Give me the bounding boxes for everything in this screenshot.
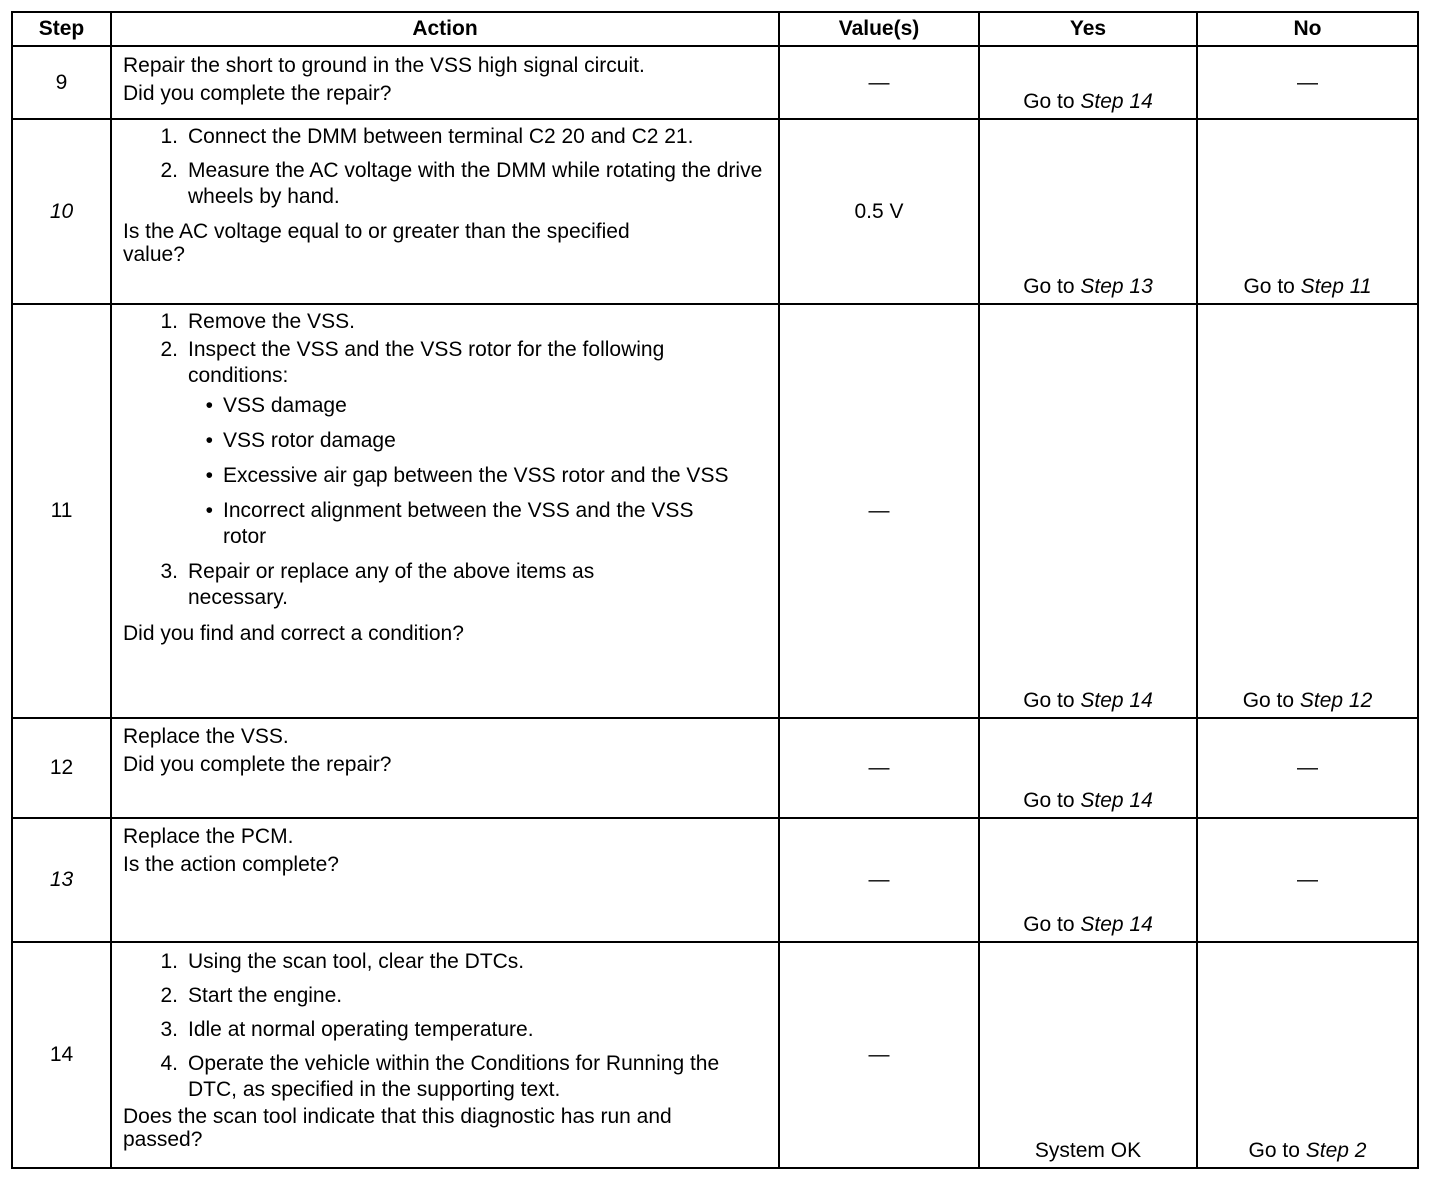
step-ref: Step 12 [1299, 689, 1373, 712]
goto-prefix: Go to [1023, 913, 1081, 936]
yes-cell: System OK [979, 942, 1197, 1168]
no-cell: — [1197, 818, 1418, 942]
step-number: 11 [12, 304, 111, 718]
list-item [123, 949, 768, 975]
table-row [12, 718, 1418, 818]
table-row [12, 942, 1418, 1168]
yes-cell [979, 119, 1197, 304]
yes-cell [979, 304, 1197, 718]
procedure-list [123, 309, 768, 397]
step-ref: Step 2 [1305, 1139, 1367, 1162]
bullet-text: VSS damage [223, 394, 347, 417]
item-text: Measure the AC voltage with the DMM while rotating the drive wheels by hand. [188, 159, 763, 208]
header-value: Value(s) [779, 12, 979, 46]
value-cell: — [779, 304, 979, 718]
step-ref: Step 11 [1300, 275, 1372, 298]
item-number: 4. [160, 1052, 178, 1075]
item-text: Operate the vehicle within the Conditions for Running the DTC, as specified in the supporting text. [188, 1052, 720, 1101]
bullet-text: Incorrect alignment between the VSS and the VSS rotor [223, 499, 694, 548]
action-question: Did you complete the repair? [123, 82, 392, 105]
step-ref: Step 13 [1080, 275, 1153, 298]
table-row [12, 304, 1418, 718]
list-item [123, 337, 768, 389]
action-cell [111, 942, 779, 1168]
item-number: 3. [160, 560, 178, 583]
list-item [123, 498, 768, 550]
procedure-list [123, 559, 768, 619]
step-ref: Step 14 [1080, 689, 1153, 712]
list-item [123, 983, 768, 1009]
bullet: • [205, 429, 213, 452]
bullet: • [205, 394, 213, 417]
action-question: Is the AC voltage equal to or greater than the specified value? [123, 220, 630, 266]
list-item [123, 1017, 768, 1043]
action-question: Is the action complete? [123, 853, 339, 876]
condition-list [123, 393, 768, 559]
value-cell: — [779, 718, 979, 818]
action-text: Replace the VSS. [123, 725, 289, 748]
item-number: 2. [160, 984, 178, 1007]
no-cell: — [1197, 718, 1418, 818]
diagnostic-table [11, 11, 1419, 1169]
yes-cell [979, 818, 1197, 942]
item-number: 3. [160, 1018, 178, 1041]
list-item [123, 393, 768, 419]
no-cell [1197, 304, 1418, 718]
item-number: 1. [160, 950, 178, 973]
bullet: • [205, 499, 213, 522]
step-ref: Step 14 [1080, 789, 1153, 812]
item-number: 2. [160, 338, 178, 361]
goto-prefix: Go to [1023, 90, 1081, 113]
item-number: 2. [160, 159, 178, 182]
item-text: Remove the VSS. [188, 310, 355, 333]
action-cell [111, 818, 779, 942]
action-text: Repair the short to ground in the VSS high signal circuit. [123, 54, 645, 77]
goto-prefix: Go to [1023, 275, 1081, 298]
table-row [12, 46, 1418, 119]
procedure-list [123, 949, 768, 1103]
step-ref: Step 14 [1080, 913, 1153, 936]
action-question: Did you complete the repair? [123, 753, 392, 776]
procedure-list [123, 124, 768, 218]
header-row [12, 12, 1418, 46]
list-item [123, 428, 768, 454]
item-text: Inspect the VSS and the VSS rotor for the following conditions: [188, 338, 665, 387]
header-step: Step [12, 12, 111, 46]
item-text: Connect the DMM between terminal C2 20 and C2 21. [188, 125, 694, 148]
item-body [188, 337, 768, 389]
action-question: Does the scan tool indicate that this diagnostic has run and passed? [123, 1105, 672, 1151]
action-text: Replace the PCM. [123, 825, 294, 848]
header-yes: Yes [979, 12, 1197, 46]
step-number: 14 [12, 942, 111, 1168]
value-cell: — [779, 818, 979, 942]
step-number: 9 [12, 46, 111, 119]
item-number: 1. [160, 125, 178, 148]
step-ref: Step 14 [1080, 90, 1153, 113]
value-cell: 0.5 V [779, 119, 979, 304]
action-cell [111, 304, 779, 718]
bullet: • [205, 464, 213, 487]
step-number: 12 [12, 718, 111, 818]
bullet-text: Excessive air gap between the VSS rotor and the VSS [223, 464, 729, 487]
yes-cell [979, 46, 1197, 119]
goto-prefix: Go to [1242, 689, 1300, 712]
list-item [123, 559, 768, 611]
action-cell [111, 119, 779, 304]
goto-prefix: Go to [1243, 275, 1301, 298]
no-cell [1197, 119, 1418, 304]
header-no: No [1197, 12, 1418, 46]
action-cell [111, 718, 779, 818]
list-item [123, 1051, 768, 1103]
step-number: 13 [12, 818, 111, 942]
header-action: Action [111, 12, 779, 46]
goto-prefix: Go to [1248, 1139, 1306, 1162]
item-text: Using the scan tool, clear the DTCs. [188, 950, 525, 973]
yes-cell [979, 718, 1197, 818]
no-cell [1197, 942, 1418, 1168]
step-number: 10 [12, 119, 111, 304]
goto-prefix: Go to [1023, 789, 1081, 812]
value-cell: — [779, 46, 979, 119]
list-item [123, 158, 768, 210]
item-text: Idle at normal operating temperature. [188, 1018, 534, 1041]
item-number: 1. [160, 310, 178, 333]
list-item [123, 309, 768, 335]
action-cell [111, 46, 779, 119]
bullet-text: VSS rotor damage [223, 429, 396, 452]
item-text: Repair or replace any of the above items as necessary. [188, 560, 595, 609]
no-cell: — [1197, 46, 1418, 119]
goto-prefix: Go to [1023, 689, 1081, 712]
action-question: Did you find and correct a condition? [123, 622, 464, 645]
item-text: Start the engine. [188, 984, 343, 1007]
list-item [123, 124, 768, 150]
list-item [123, 463, 768, 489]
value-cell: — [779, 942, 979, 1168]
table-row [12, 818, 1418, 942]
table-row [12, 119, 1418, 304]
